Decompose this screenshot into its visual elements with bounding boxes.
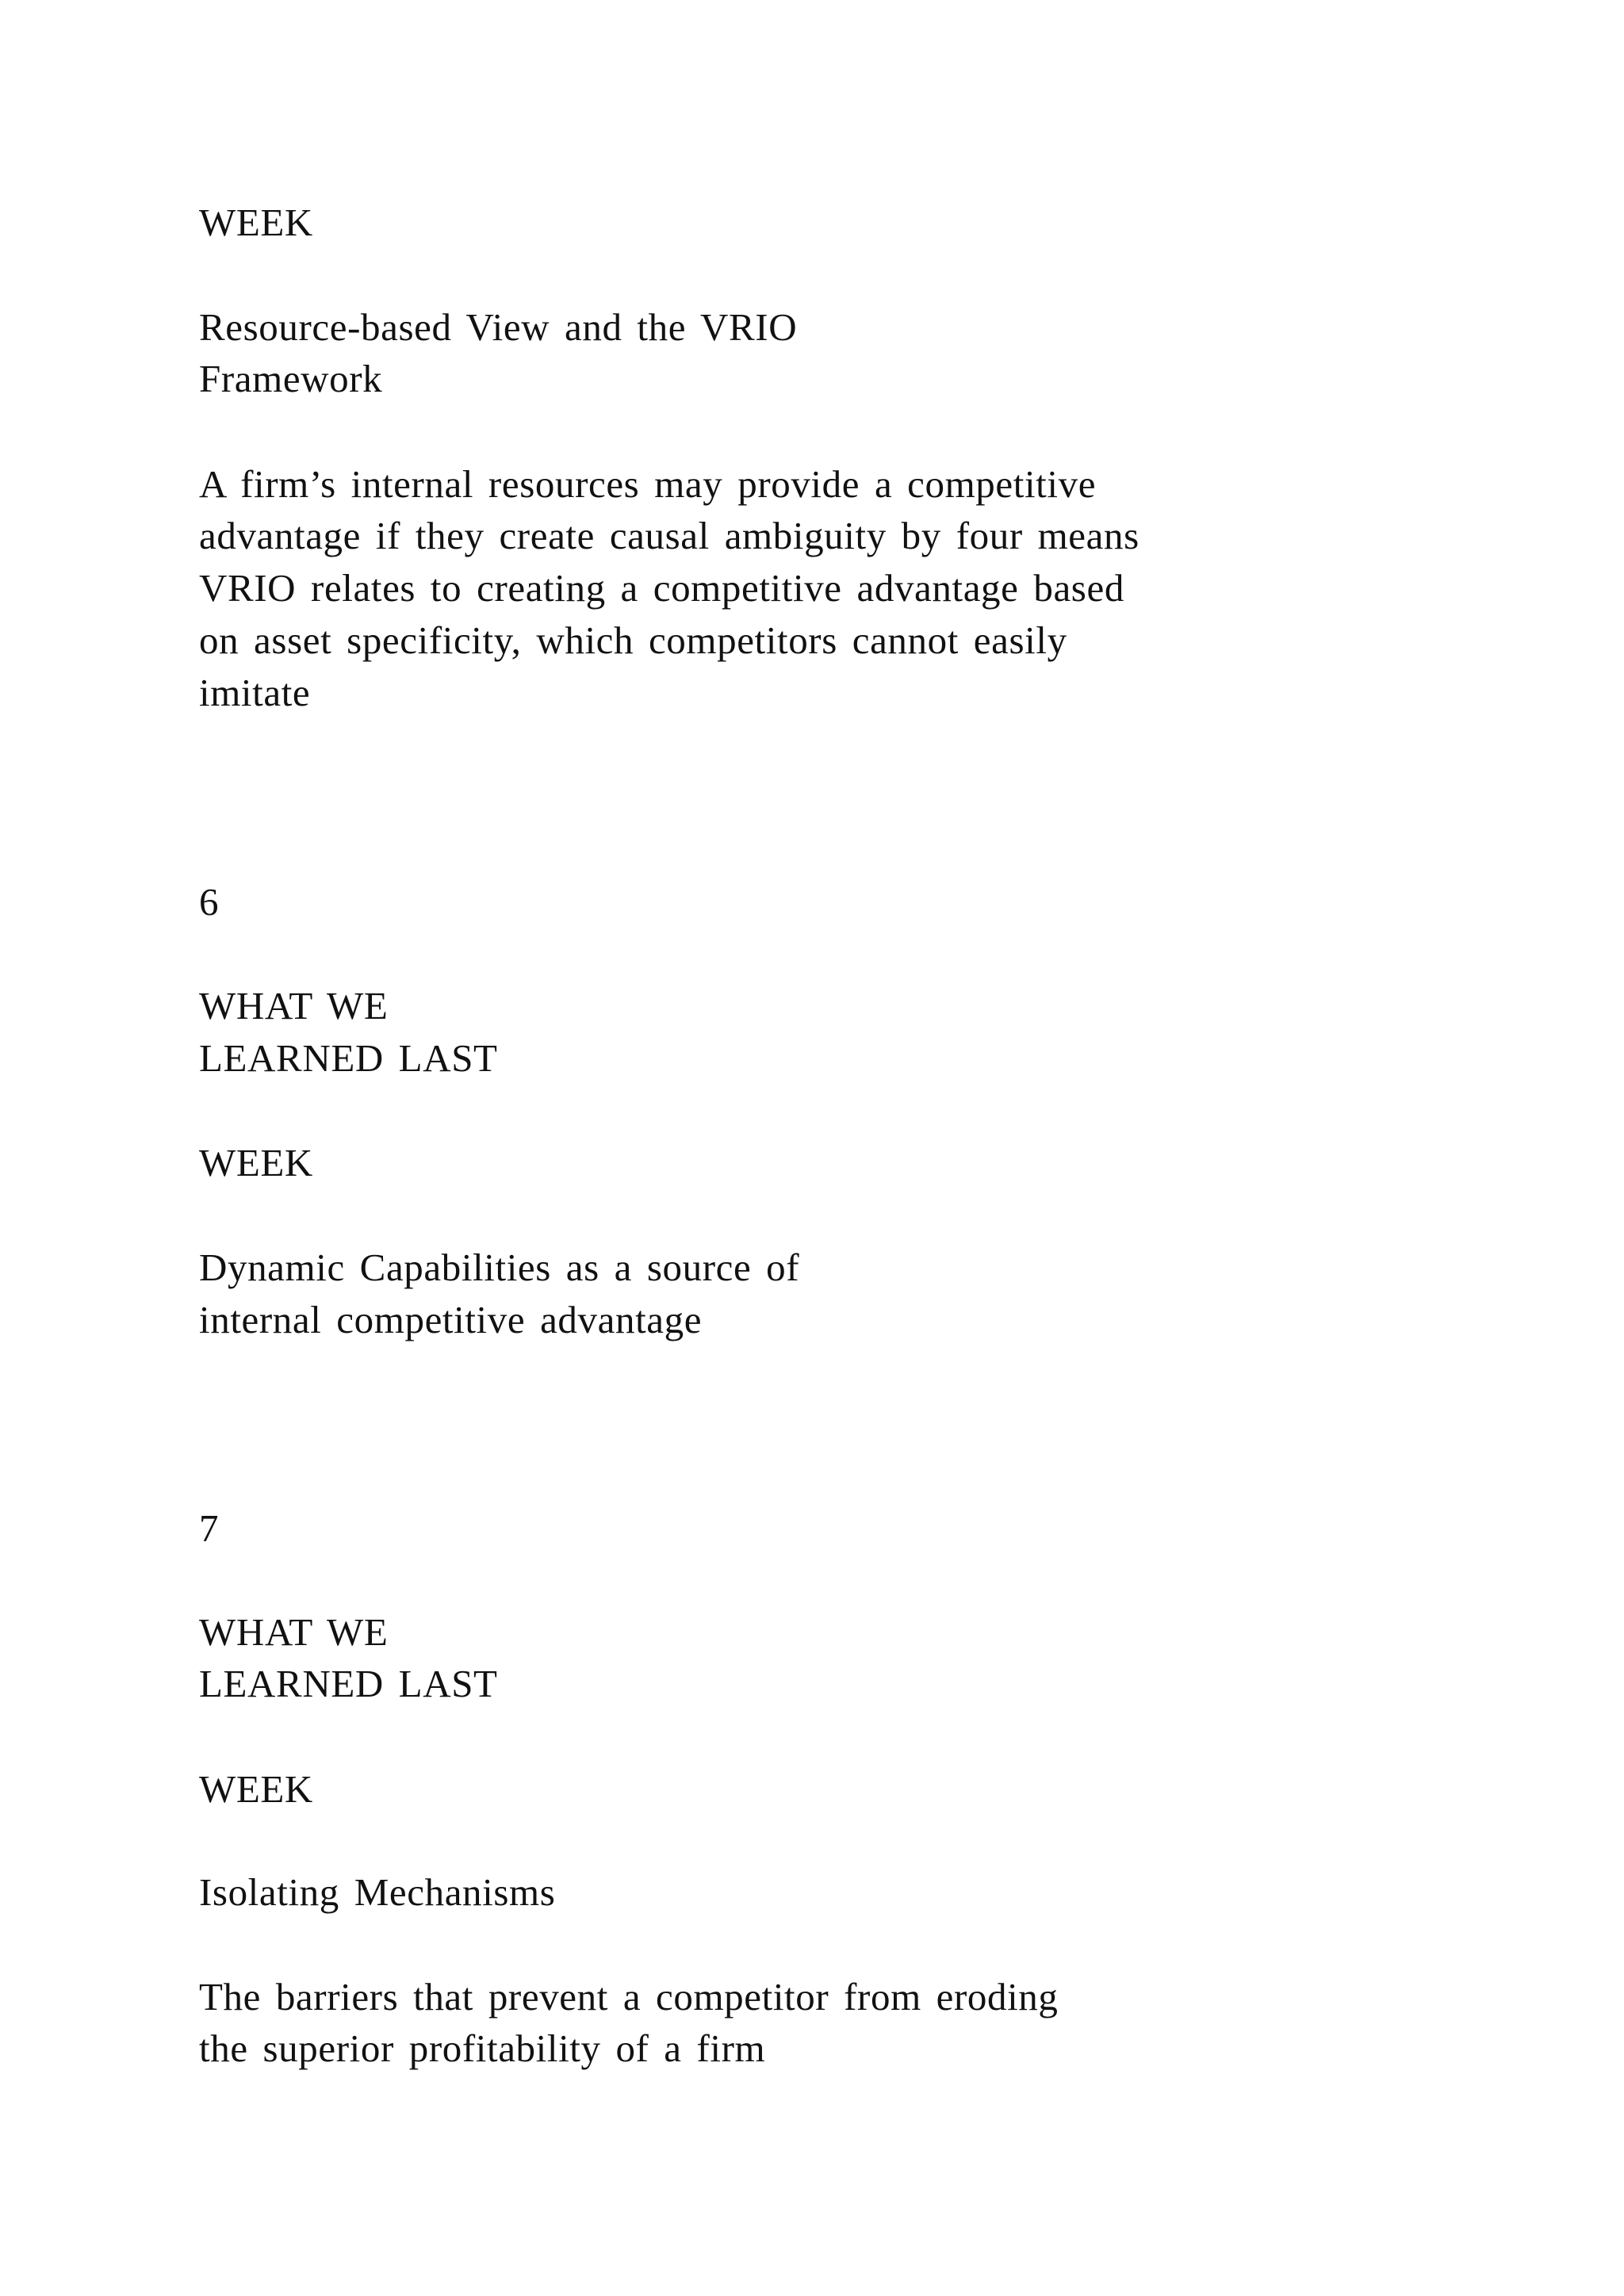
body-line: advantage if they create causal ambiguity by four means (199, 514, 1139, 557)
body-line: the superior profitability of a firm (199, 2026, 766, 2070)
heading-line: LEARNED LAST (199, 1662, 498, 1705)
topic-line: Isolating Mechanisms (199, 1870, 556, 1914)
body-line: The barriers that prevent a competitor from eroding (199, 1975, 1059, 2019)
body-line: imitate (199, 671, 311, 714)
heading-line: WHAT WE (199, 984, 389, 1027)
body-line: on asset specificity, which competitors cannot easily (199, 618, 1067, 662)
body-line: A firm’s internal resources may provide a competitive (199, 462, 1097, 506)
slide-number: 6 (199, 880, 220, 924)
heading-line: WEEK (199, 1767, 313, 1811)
heading-week: WEEK (199, 201, 313, 244)
heading-line: WEEK (199, 1141, 313, 1184)
topic-line: Dynamic Capabilities as a source of (199, 1246, 800, 1289)
body-line: VRIO relates to creating a competitive advantage based (199, 566, 1124, 610)
heading-line: LEARNED LAST (199, 1036, 498, 1080)
topic-line: internal competitive advantage (199, 1298, 703, 1341)
topic-line: Resource-based View and the VRIO (199, 305, 798, 349)
topic-line: Framework (199, 357, 383, 400)
heading-line: WHAT WE (199, 1610, 389, 1654)
slide-number: 7 (199, 1506, 220, 1550)
